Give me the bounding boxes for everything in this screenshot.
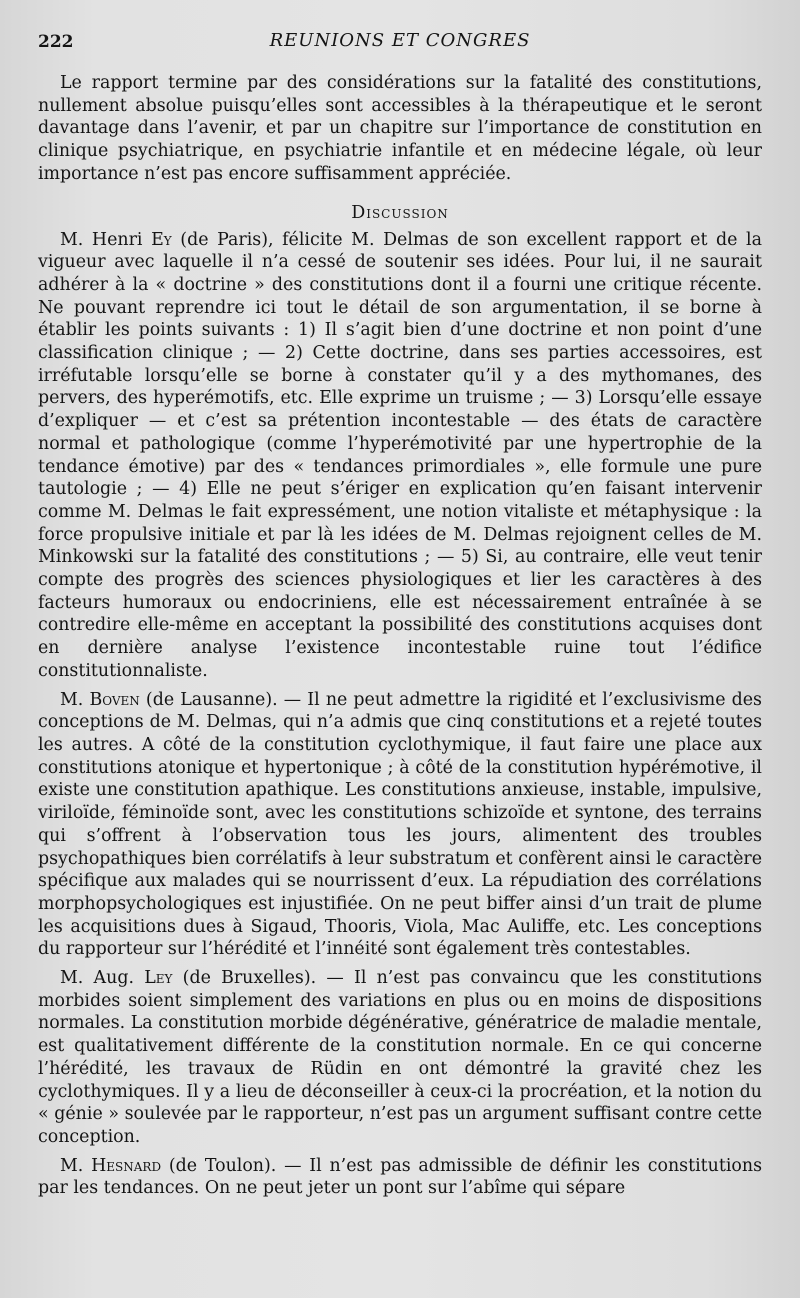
discussion-paragraph-ley <box>38 967 762 1149</box>
running-title: REUNIONS ET CONGRES <box>269 30 531 51</box>
section-heading-discussion: Discussion <box>351 202 449 223</box>
speaker-name: Ley <box>144 968 173 989</box>
speaker-name: Hesnard <box>91 1155 162 1176</box>
paragraph-text: (de Lausanne). — Il ne peut admettre la rigidité et l’exclusivisme des conceptions de M. Delmas, qui n’a admis que cinq constitutions et a rejeté toutes les autres. A côté de la constitution cyclothymique, il faut faire une place aux constitutions atonique et hypertonique ; à côté de la constitution hypérémotive, il existe une constitution apathique. Les constitutions anxieuse, instable, impulsive, viriloïde, féminoïde sont, avec les constitutions schizoïde et syntone, des terrains qui s’offrent à l’observation tous les jours, alimentent des troubles psychopathiques bien corrélatifs à leur substratum et confèrent ainsi le caractère spécifique aux malades qui se nourrissent d’eux. La répudiation des corrélations morphopsychologiques est injustifiée. On ne peut biffer ainsi d’un trait de plume les acquisitions dues à Sigaud, Thooris, Viola, Mac Auliffe, etc. Les conceptions du rapporteur sur l’hérédité et l’innéité sont également très contestables. <box>38 689 762 960</box>
intro-paragraph: Le rapport termine par des considérations sur la fatalité des constitutions, nullement absolue puisqu’elles sont accessibles à la thérapeutique et le seront davantage dans l’avenir, et par un chapitre sur l’importance de constitution en clinique psychiatrique, en psychiatrie infantile et en médecine légale, où leur importance n’est pas encore suffisamment appréciée. <box>38 73 762 184</box>
speaker-honorific: M. Aug. <box>60 968 145 989</box>
page-number: 222 <box>38 32 74 52</box>
speaker-name: Ey <box>151 229 172 250</box>
paragraph-text: (de Toulon). — Il n’est pas admissible de définir les constitutions par les tendances. On ne peut jeter un pont sur l’abîme qui sépare <box>38 1155 762 1199</box>
discussion-paragraph-hesnard <box>38 1155 762 1200</box>
body-text <box>38 72 762 1200</box>
running-head <box>38 30 762 54</box>
speaker-honorific: M. <box>60 1155 92 1176</box>
speaker-name: Boven <box>89 689 140 710</box>
speaker-honorific: M. <box>60 689 90 710</box>
paragraph-text: (de Bruxelles). — Il n’est pas convaincu que les constitutions morbides soient simplement des variations en plus ou en moins de dispositions normales. La constitution morbide dégénérative, génératrice de maladie mentale, est qualitativement différente de la constitution normale. En ce qui concerne l’hérédité, les travaux de Rüdin en ont démontré la gravité chez les cyclothymiques. Il y a lieu de déconseiller à ceux-ci la procréation, et la notion du « génie » soulevée par le rapporteur, n’est pas un argument suffisant contre cette conception. <box>38 968 762 1147</box>
discussion-paragraph-ey <box>38 229 762 683</box>
speaker-honorific: M. Henri <box>60 229 152 250</box>
discussion-paragraph-boven <box>38 689 762 961</box>
paragraph-text: (de Paris), félicite M. Delmas de son excellent rapport et de la vigueur avec laquelle il n’a cessé de soutenir ses idées. Pour lui, il ne saurait adhérer à la « doctrine » des constitutions dont il a fourni une critique récente. Ne pouvant reprendre ici tout le détail de son argumentation, il se borne à établir les points suivants : 1) Il s’agit bien d’une doctrine et non point d’une classification clinique ; — 2) Cette doctrine, dans ses parties accessoires, est irréfutable lorsqu’elle se borne à constater qu’il y a des mythomanes, des pervers, des hyperémotifs, etc. Elle exprime un truisme ; — 3) Lorsqu’elle essaye d’expliquer — et c’est sa prétention incontestable — des états de caractère normal et pathologique (comme l’hyperémotivité par une hypertrophie de la tendance émotive) par des « tendances primordiales », elle formule une pure tautologie ; — 4) Elle ne peut s’ériger en explication qu’en faisant intervenir comme M. Delmas le fait expressément, une notion vitaliste et métaphysique : la force propulsive initiale et par là les idées de M. Delmas rejoignent celles de M. Minkowski sur la fatalité des constitutions ; — 5) Si, au contraire, elle veut tenir compte des progrès des sciences physiologiques et lier les caractères à des facteurs humoraux ou endocriniens, elle est nécessairement entraînée à se contredire elle-même en acceptant la possibilité des constitutions acquises dont en dernière analyse l’existence incontestable ruine tout l’édifice constitutionnaliste. <box>38 229 762 681</box>
